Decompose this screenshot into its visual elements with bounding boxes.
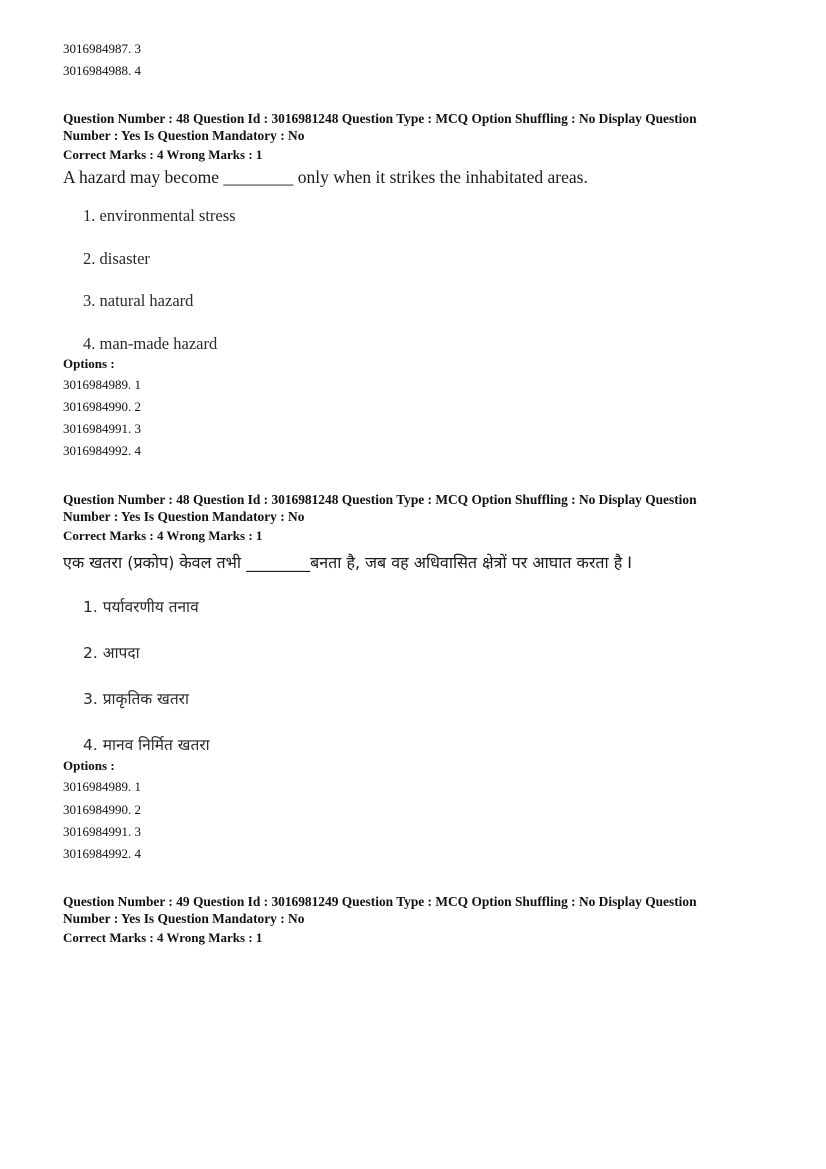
marks-line: Correct Marks : 4 Wrong Marks : 1 (63, 528, 263, 543)
option-id: 3016984990. 2 (63, 802, 141, 817)
question-text: A hazard may become ________ only when it strikes the inhabitated areas. (63, 167, 588, 187)
option-id: 3016984989. 1 (63, 377, 141, 392)
choice-item: 1. पर्यावरणीय तनाव (83, 598, 199, 616)
option-id: 3016984988. 4 (63, 63, 141, 78)
question-header (63, 893, 768, 927)
marks-line: Correct Marks : 4 Wrong Marks : 1 (63, 930, 263, 945)
option-id: 3016984990. 2 (63, 399, 141, 414)
question-header-line1: Question Number : 49 Question Id : 3016981249 Question Type : MCQ Option Shuffling : No Display Question (63, 894, 697, 909)
options-label: Options : (63, 356, 115, 371)
choice-item: 3. प्राकृतिक खतरा (83, 690, 190, 708)
option-id: 3016984992. 4 (63, 443, 141, 458)
choice-item: 3. natural hazard (83, 291, 194, 310)
question-header-line1: Question Number : 48 Question Id : 3016981248 Question Type : MCQ Option Shuffling : No Display Question (63, 492, 697, 507)
question-text: एक खतरा (प्रकोप) केवल तभी ________बनता है, जब वह अधिवासित क्षेत्रों पर आघात करता है I (63, 553, 633, 572)
option-id: 3016984992. 4 (63, 846, 141, 861)
option-id: 3016984991. 3 (63, 824, 141, 839)
question-header-line2: Number : Yes Is Question Mandatory : No (63, 128, 305, 143)
question-header-line1: Question Number : 48 Question Id : 3016981248 Question Type : MCQ Option Shuffling : No Display Question (63, 111, 697, 126)
option-id: 3016984987. 3 (63, 41, 141, 56)
option-id: 3016984991. 3 (63, 421, 141, 436)
choice-item: 4. man-made hazard (83, 334, 218, 353)
marks-line: Correct Marks : 4 Wrong Marks : 1 (63, 147, 263, 162)
choice-item: 1. environmental stress (83, 206, 236, 225)
choice-item: 2. disaster (83, 249, 150, 268)
question-header (63, 491, 768, 525)
options-label: Options : (63, 758, 115, 773)
question-header (63, 110, 768, 144)
choice-item: 4. मानव निर्मित खतरा (83, 736, 210, 754)
choice-item: 2. आपदा (83, 644, 140, 662)
option-id: 3016984989. 1 (63, 779, 141, 794)
question-header-line2: Number : Yes Is Question Mandatory : No (63, 509, 305, 524)
question-header-line2: Number : Yes Is Question Mandatory : No (63, 911, 305, 926)
